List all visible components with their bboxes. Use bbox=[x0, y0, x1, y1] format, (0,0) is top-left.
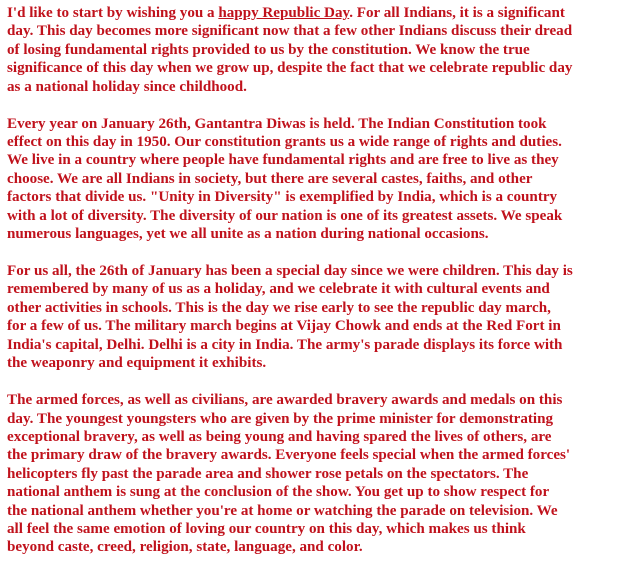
text-line: Every year on January 26th, Gantantra Diwas is held. The Indian Constitution took bbox=[7, 115, 547, 132]
text-line: significance of this day when we grow up, despite the fact that we celebrate republic day bbox=[7, 60, 573, 77]
text-line: The armed forces, as well as civilians, are awarded bravery awards and medals on this bbox=[7, 392, 563, 409]
paragraph-2 bbox=[7, 115, 613, 244]
paragraph-3 bbox=[7, 262, 613, 372]
text-segment: . For all Indians, it is a significant bbox=[349, 5, 565, 21]
text-line: beyond caste, creed, religion, state, language, and color. bbox=[7, 539, 363, 556]
text-line: the primary draw of the bravery awards. Everyone feels special when the armed forces' bbox=[7, 447, 571, 464]
text-line: choose. We are all Indians in society, but there are several castes, faiths, and other bbox=[7, 170, 533, 187]
text-line: factors that divide us. "Unity in Diversity" is exemplified by India, which is a country bbox=[7, 189, 558, 206]
text-line: remembered by many of us as a holiday, and we celebrate it with cultural events and bbox=[7, 281, 550, 298]
text-line: other activities in schools. This is the day we rise early to see the republic day march, bbox=[7, 299, 551, 316]
article-body bbox=[7, 4, 613, 557]
text-line: the weaponry and equipment it exhibits. bbox=[7, 355, 267, 372]
text-line: the national anthem whether you're at home or watching the parade on television. We bbox=[7, 502, 558, 519]
text-line: India's capital, Delhi. Delhi is a city in India. The army's parade displays its force with bbox=[7, 336, 563, 353]
text-line: national anthem is sung at the conclusion of the show. You get up to show respect for bbox=[7, 484, 550, 501]
paragraph-1 bbox=[7, 4, 613, 96]
text-line: with a lot of diversity. The diversity of our nation is one of its greatest assets. We speak bbox=[7, 207, 563, 224]
text-line: all feel the same emotion of loving our country on this day, which makes us think bbox=[7, 520, 526, 537]
text-line: We live in a country where people have fundamental rights and are free to live as they bbox=[7, 152, 559, 169]
text-line: day. The youngest youngsters who are given by the prime minister for demonstrating bbox=[7, 410, 554, 427]
text-line: as a national holiday since childhood. bbox=[7, 78, 247, 95]
text-line bbox=[7, 4, 613, 22]
text-line: effect on this day in 1950. Our constitution grants us a wide range of rights and duties. bbox=[7, 134, 562, 151]
text-line: exceptional bravery, as well as being young and having spared the lives of others, are bbox=[7, 428, 552, 445]
text-line: for a few of us. The military march begins at Vijay Chowk and ends at the Red Fort in bbox=[7, 318, 561, 335]
paragraph-4 bbox=[7, 391, 613, 557]
text-line: numerous languages, yet we all unite as a nation during national occasions. bbox=[7, 226, 489, 243]
text-line: of losing fundamental rights provided to us by the constitution. We know the true bbox=[7, 41, 530, 58]
text-line: helicopters fly past the parade area and shower rose petals on the spectators. The bbox=[7, 465, 529, 482]
text-line: For us all, the 26th of January has been a special day since we were children. This day is bbox=[7, 263, 573, 280]
text-segment: I'd like to start by wishing you a bbox=[7, 5, 219, 21]
text-line: day. This day becomes more significant now that a few other Indians discuss their dread bbox=[7, 23, 573, 40]
happy-republic-day-link[interactable]: happy Republic Day bbox=[218, 5, 350, 21]
